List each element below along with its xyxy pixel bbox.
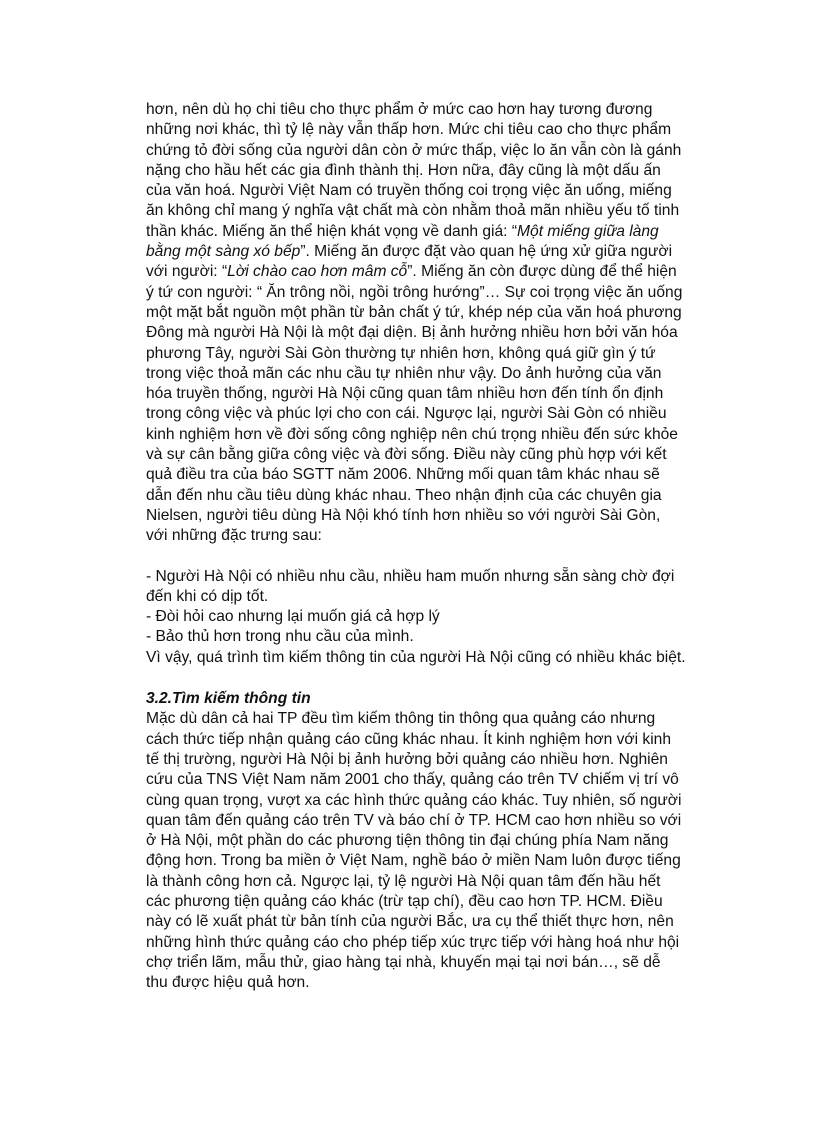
conclusion-paragraph: Vì vậy, quá trình tìm kiếm thông tin của người Hà Nội cũng có nhiều khác biệt. xyxy=(146,648,686,666)
bullet-item: - Bảo thủ hơn trong nhu cầu của mình. xyxy=(146,628,414,646)
paragraph-1-text-b: ”. Miếng ăn được đặt vào quan hệ ứng xử giữa người với người: “ xyxy=(146,243,673,281)
paragraph-1-text-a: hơn, nên dù họ chi tiêu cho thực phẩm ở mức cao hơn hay tương đương những nơi khác, thì tỷ lệ này vẫn thấp hơn. Mức chi tiêu cao cho thực phẩm chứng tỏ đời sống của người dân còn ở mức thấp, việc lo ăn vẫn còn là gánh nặng cho hầu hết các gia đình thành thị. Hơn nữa, đây cũng là một dấu ấn của văn hoá. Người Việt Nam có truyền thống coi trọng việc ăn uống, miếng ăn không chỉ mang ý nghĩa vật chất mà còn nhằm thoả mãn nhiều yếu tố tinh thần khác. Miếng ăn thể hiện khát vọng về danh giá: “ xyxy=(146,101,682,240)
section-heading: 3.2.Tìm kiếm thông tin xyxy=(146,690,311,708)
bullet-item: - Người Hà Nội có nhiều nhu cầu, nhiều ham muốn nhưng sẵn sàng chờ đợi đến khi có dịp tốt. xyxy=(146,567,675,605)
proverb-quote-2: Lời chào cao hơn mâm cỗ xyxy=(227,263,408,281)
paragraph-1-text-c: ”. Miếng ăn còn được dùng để thể hiện ý tứ con người: “ Ăn trông nồi, ngồi trông hướng”… Sự coi trọng việc ăn uống một mặt bắt nguồn một phần từ bản chất ý tứ, khép nép của văn hoá phương Đông mà người Hà Nội là một đại diện. Bị ảnh hưởng nhiều hơn bởi văn hóa phương Tây, người Sài Gòn thường tự nhiên hơn, không quá giữ gìn ý tứ trong việc thoả mãn các nhu cầu tự nhiên như vậy. Do ảnh hưởng của văn hóa truyền thống, người Hà Nội cũng quan tâm nhiều hơn đến tính ổn định trong công việc và phúc lợi cho con cái. Ngược lại, người Sài Gòn có nhiều kinh nghiệm hơn về đời sống công nghiệp nên chú trọng nhiều đến sức khỏe và sự cân bằng giữa công việc và đời sống. Điều này cũng phù hợp với kết quả điều tra của báo SGTT năm 2006. Những mối quan tâm khác nhau sẽ dẫn đến nhu cầu tiêu dùng khác nhau. Theo nhận định của các chuyên gia Nielsen, người tiêu dùng Hà Nội khó tính hơn nhiều so với người Sài Gòn, với những đặc trưng sau: xyxy=(146,263,683,545)
proverb-quote-1: Một miếng giữa làng bằng một sàng xó bếp xyxy=(146,222,659,261)
section-body-paragraph: Mặc dù dân cả hai TP đều tìm kiếm thông tin thông qua quảng cáo nhưng cách thức tiếp nhận quảng cáo cũng khác nhau. Ít kinh nghiệm hơn với kinh tế thị trường, người Hà Nội bị ảnh hưởng bởi quảng cáo nhiều hơn. Nghiên cứu của TNS Việt Nam năm 2001 cho thấy, quảng cáo trên TV chiếm vị trí vô cùng quan trọng, vượt xa các hình thức quảng cáo khác. Tuy nhiên, số người quan tâm đến quảng cáo trên TV và báo chí ở TP. HCM cao hơn nhiều so với ở Hà Nội, một phần do các phương tiện thông tin đại chúng phía Nam năng động hơn. Trong ba miền ở Việt Nam, nghề báo ở miền Nam luôn được tiếng là thành công hơn cả. Ngược lại, tỷ lệ người Hà Nội quan tâm đến hầu hết các phương tiện quảng cáo khác (trừ tạp chí), đều cao hơn TP. HCM. Điều này có lẽ xuất phát từ bản tính của người Bắc, ưa cụ thể thiết thực hơn, nên những hình thức quảng cáo cho phép tiếp xúc trực tiếp với hàng hoá như hội chợ triển lãm, mẫu thử, giao hàng tại nhà, khuyến mại tại nơi bán…, sẽ dễ thu được hiệu quả hơn. xyxy=(146,710,682,992)
body-paragraph-1 xyxy=(146,100,686,547)
bullet-item: - Đòi hỏi cao nhưng lại muốn giá cả hợp lý xyxy=(146,608,440,626)
document-page xyxy=(146,100,686,993)
